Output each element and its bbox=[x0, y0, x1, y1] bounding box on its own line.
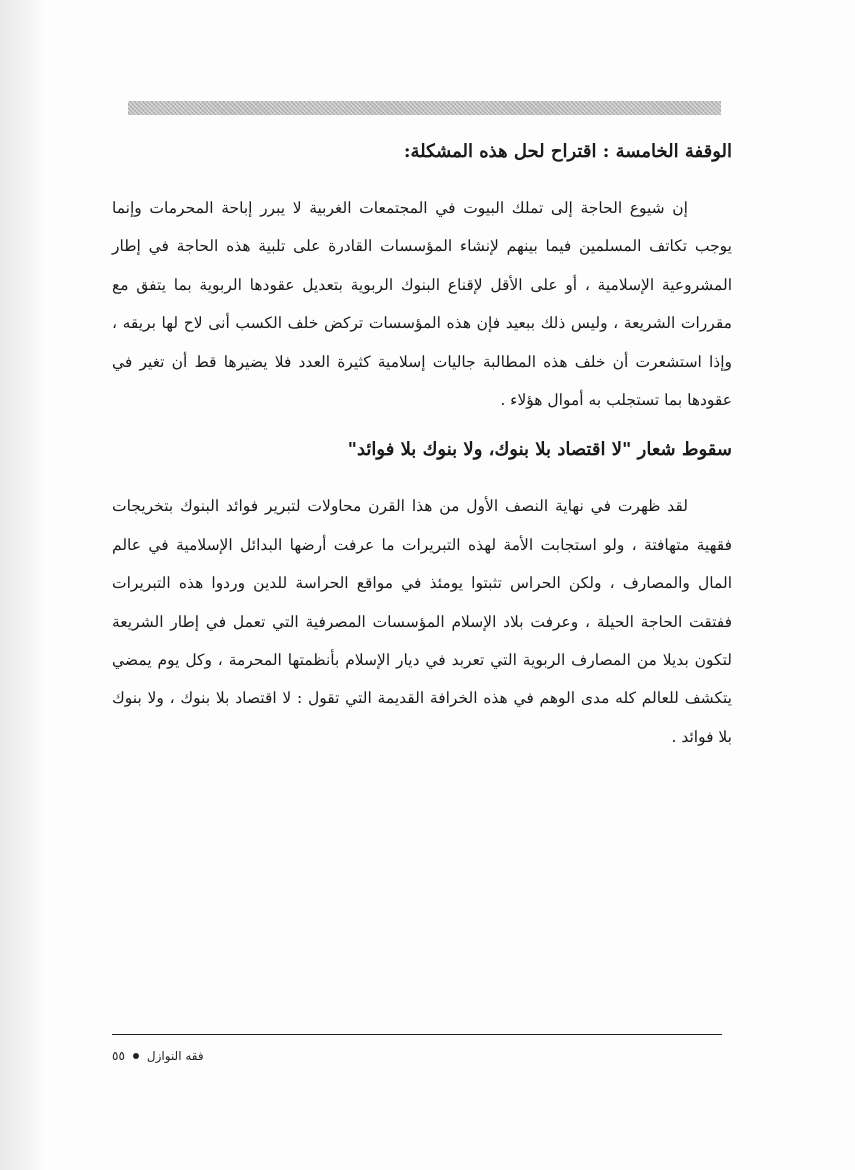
header-decorative-bar bbox=[128, 101, 721, 115]
section-heading-proposal: الوقفة الخامسة : اقتراح لحل هذه المشكلة: bbox=[403, 141, 732, 162]
footer-divider bbox=[112, 1034, 722, 1035]
page-gutter-shadow bbox=[0, 0, 46, 1170]
page-content bbox=[112, 133, 732, 756]
page-footer bbox=[112, 1045, 224, 1067]
bullet-icon bbox=[133, 1053, 139, 1059]
paragraph-proposal: إن شيوع الحاجة إلى تملك البيوت في المجتمعات الغربية لا يبرر إباحة المحرمات وإنما يوجب تكاتف المسلمين فيما بينهم لإنشاء المؤسسات القادرة على تلبية هذه الحاجة في إطار المشروعية الإسلامية ، أو على الأقل لإقناع البنوك الربوية بتعديل عقودها الربوية بما يتفق مع مقررات الشريعة ، وليس ذلك ببعيد فإن هذه المؤسسات تركض خلف الكسب أنى لاح لها بريقه ، وإذا استشعرت أن خلف هذه المطالبة جاليات إسلامية كثيرة العدد فلا يضيرها قط أن تغير في عقودها بما تستجلب به أموال هؤلاء . bbox=[112, 199, 732, 410]
paragraph-slogan: لقد ظهرت في نهاية النصف الأول من هذا القرن محاولات لتبرير فوائد البنوك بتخريجات فقهية متهافتة ، ولو استجابت الأمة لهذه التبريرات ما عرفت أرضها البدائل الإسلامية في عالم المال والمصارف ، ولكن الحراس تثبتوا يومئذ في مواقع الحراسة للدين وردوا هذه التبريرات ففتقت الحاجة الحيلة ، وعرفت بلاد الإسلام المؤسسات المصرفية التي تعمل في إطار الشريعة لتكون بديلا من المصارف الربوية التي تعربد في ديار الإسلام بأنظمتها المحرمة ، وكل يوم يمضي يتكشف للعالم كله مدى الوهم في هذه الخرافة القديمة التي تقول : لا اقتصاد بلا بنوك ، ولا بنوك بلا فوائد . bbox=[112, 497, 732, 746]
section-heading-slogan: سقوط شعار "لا اقتصاد بلا بنوك، ولا بنوك بلا فوائد" bbox=[347, 439, 732, 461]
footer-book-title: فقه النوازل bbox=[146, 1049, 204, 1063]
page-number: ٥٥ bbox=[112, 1049, 125, 1063]
